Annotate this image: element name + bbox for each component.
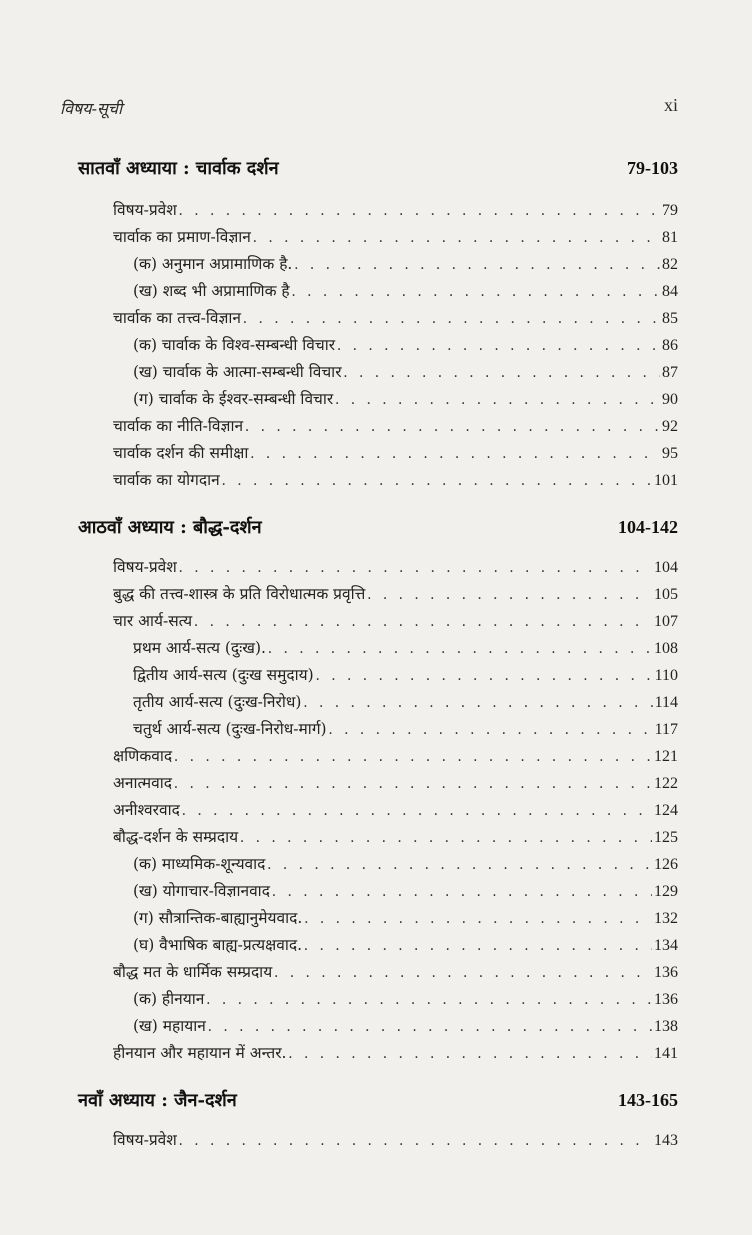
toc-entry[interactable] — [113, 414, 678, 440]
toc-entry[interactable] — [133, 1014, 678, 1040]
leader-dots — [304, 937, 652, 955]
entry-label: चतुर्थ आर्य-सत्य (दुःख-निरोध-मार्ग) — [133, 720, 327, 738]
leader-dots — [274, 964, 652, 982]
entry-label: बौद्ध मत के धार्मिक सम्प्रदाय — [113, 963, 273, 981]
toc-entry[interactable] — [133, 879, 678, 905]
entry-label: (ख) चार्वाक के आत्मा-सम्बन्धी विचार — [133, 363, 342, 381]
toc-entry[interactable] — [113, 960, 678, 986]
entry-label: चार्वाक का नीति-विज्ञान — [113, 417, 244, 435]
toc-entry[interactable] — [133, 690, 678, 716]
chapter-heading — [78, 156, 678, 180]
entry-page: 132 — [654, 910, 678, 927]
toc-entry[interactable] — [113, 198, 678, 224]
entry-label: विषय-प्रवेश — [113, 558, 177, 576]
chapter-page-range: 104-142 — [618, 517, 678, 537]
leader-dots — [292, 283, 660, 301]
entry-label: चार आर्य-सत्य — [113, 612, 193, 630]
leader-dots — [194, 613, 652, 631]
toc-entry[interactable] — [113, 555, 678, 581]
leader-dots — [253, 229, 660, 247]
entry-page: 136 — [654, 991, 678, 1008]
leader-dots — [245, 418, 660, 436]
leader-dots — [304, 910, 652, 928]
entry-page: 79 — [662, 202, 678, 219]
chapter-heading — [78, 515, 678, 539]
leader-dots — [272, 883, 652, 901]
chapter-heading — [78, 1088, 678, 1112]
leader-dots — [174, 775, 652, 793]
entry-label: (ग) सौत्रान्तिक-बाह्यानुमेयवाद. — [133, 909, 303, 927]
entry-label: क्षणिकवाद — [113, 747, 173, 765]
entry-page: 114 — [654, 694, 678, 711]
entry-label: अनीश्वरवाद — [113, 801, 180, 819]
leader-dots — [174, 748, 652, 766]
chapter-page-range: 79-103 — [627, 158, 678, 178]
entry-page: 81 — [662, 229, 678, 246]
toc-entry[interactable] — [113, 1041, 678, 1067]
leader-dots — [344, 364, 660, 382]
toc-entry[interactable] — [133, 717, 678, 743]
entry-label: द्वितीय आर्य-सत्य (दुःख समुदाय) — [133, 666, 314, 684]
entry-label: (ख) शब्द भी अप्रामाणिक है — [133, 282, 290, 300]
leader-dots — [335, 391, 660, 409]
toc-entry[interactable] — [133, 360, 678, 386]
entry-label: चार्वाक का प्रमाण-विज्ञान — [113, 228, 251, 246]
entry-label: बुद्ध की तत्त्व-शास्त्र के प्रति विरोधात्मक प्रवृत्ति — [113, 585, 366, 603]
running-title: विषय-सूची — [60, 99, 123, 118]
leader-dots — [294, 256, 660, 274]
entry-page: 104 — [654, 559, 678, 576]
entry-label: (ग) चार्वाक के ईश्वर-सम्बन्धी विचार — [133, 390, 334, 408]
entry-page: 122 — [654, 775, 678, 792]
leader-dots — [288, 1045, 652, 1063]
entry-page: 85 — [662, 310, 678, 327]
leader-dots — [179, 559, 652, 577]
leader-dots — [367, 586, 652, 604]
entry-label: (घ) वैभाषिक बाह्य-प्रत्यक्षवाद. — [133, 936, 303, 954]
entry-page: 84 — [662, 283, 678, 300]
leader-dots — [303, 694, 652, 712]
toc-entry[interactable] — [133, 387, 678, 413]
leader-dots — [337, 337, 660, 355]
entry-label: (क) माध्यमिक-शून्यवाद — [133, 855, 266, 873]
entry-label: चार्वाक का तत्त्व-विज्ञान — [113, 309, 242, 327]
entry-page: 121 — [654, 748, 678, 765]
toc-entry[interactable] — [113, 609, 678, 635]
page-number: xi — [663, 95, 678, 115]
entry-label: अनात्मवाद — [113, 774, 172, 792]
entry-label: चार्वाक का योगदान — [113, 471, 220, 489]
toc-entry[interactable] — [113, 582, 678, 608]
toc-entry[interactable] — [113, 468, 678, 494]
leader-dots — [222, 472, 652, 490]
leader-dots — [267, 856, 652, 874]
entry-page: 82 — [662, 256, 678, 273]
entry-label: (क) अनुमान अप्रामाणिक है. — [133, 255, 293, 273]
entry-page: 134 — [654, 937, 678, 954]
entry-page: 90 — [662, 391, 678, 408]
leader-dots — [179, 1132, 652, 1150]
entry-page: 143 — [654, 1132, 678, 1149]
chapter-title: सातवाँ अध्याया : चार्वाक दर्शन — [78, 158, 279, 179]
entry-page: 117 — [654, 721, 678, 738]
entry-page: 110 — [654, 667, 678, 684]
entry-label: तृतीय आर्य-सत्य (दुःख-निरोध) — [133, 693, 302, 711]
toc-entry[interactable] — [113, 744, 678, 770]
toc-entry[interactable] — [113, 306, 678, 332]
chapter-title: आठवाँ अध्याय : बौद्ध-दर्शन — [78, 517, 262, 538]
toc-entry[interactable] — [113, 798, 678, 824]
toc-entry[interactable] — [133, 636, 678, 662]
entry-label: (ख) महायान — [133, 1017, 206, 1035]
entry-page: 126 — [654, 856, 678, 873]
entry-label: प्रथम आर्य-सत्य (दुःख). — [133, 639, 266, 657]
entry-page: 107 — [654, 613, 678, 630]
toc-entry[interactable] — [113, 225, 678, 251]
entry-label: विषय-प्रवेश — [113, 1131, 177, 1149]
toc-entry[interactable] — [133, 852, 678, 878]
chapter-page-range: 143-165 — [618, 1090, 678, 1110]
entry-label: विषय-प्रवेश — [113, 201, 177, 219]
toc-entry[interactable] — [113, 825, 678, 851]
entry-label: बौद्ध-दर्शन के सम्प्रदाय — [113, 828, 239, 846]
entry-page: 138 — [654, 1018, 678, 1035]
entry-page: 92 — [662, 418, 678, 435]
entry-page: 95 — [662, 445, 678, 462]
chapter-title: नवाँ अध्याय : जैन-दर्शन — [78, 1090, 237, 1111]
toc-entry[interactable] — [113, 441, 678, 467]
leader-dots — [268, 640, 652, 658]
toc-entry[interactable] — [133, 252, 678, 278]
entry-page: 129 — [654, 883, 678, 900]
leader-dots — [243, 310, 660, 328]
toc-entry[interactable] — [113, 771, 678, 797]
toc-entry[interactable] — [133, 933, 678, 959]
leader-dots — [182, 802, 652, 820]
entry-page: 125 — [654, 829, 678, 846]
toc-entry[interactable] — [133, 279, 678, 305]
toc-entry[interactable] — [113, 1128, 678, 1154]
leader-dots — [329, 721, 653, 739]
entry-label: (क) चार्वाक के विश्व-सम्बन्धी विचार — [133, 336, 336, 354]
leader-dots — [208, 1018, 652, 1036]
leader-dots — [316, 667, 653, 685]
entry-page: 86 — [662, 337, 678, 354]
leader-dots — [179, 202, 660, 220]
entry-label: (ख) योगाचार-विज्ञानवाद — [133, 882, 270, 900]
entry-page: 101 — [654, 472, 678, 489]
toc-entry[interactable] — [133, 333, 678, 359]
toc-entry[interactable] — [133, 906, 678, 932]
entry-page: 141 — [654, 1045, 678, 1062]
entry-page: 136 — [654, 964, 678, 981]
entry-page: 124 — [654, 802, 678, 819]
entry-label: चार्वाक दर्शन की समीक्षा — [113, 444, 249, 462]
toc-entry[interactable] — [133, 987, 678, 1013]
entry-label: (क) हीनयान — [133, 990, 205, 1008]
entry-page: 87 — [662, 364, 678, 381]
entry-page: 105 — [654, 586, 678, 603]
leader-dots — [206, 991, 652, 1009]
leader-dots — [240, 829, 652, 847]
entry-page: 108 — [654, 640, 678, 657]
toc-entry[interactable] — [133, 663, 678, 689]
entry-label: हीनयान और महायान में अन्तर. — [113, 1044, 287, 1062]
leader-dots — [250, 445, 660, 463]
